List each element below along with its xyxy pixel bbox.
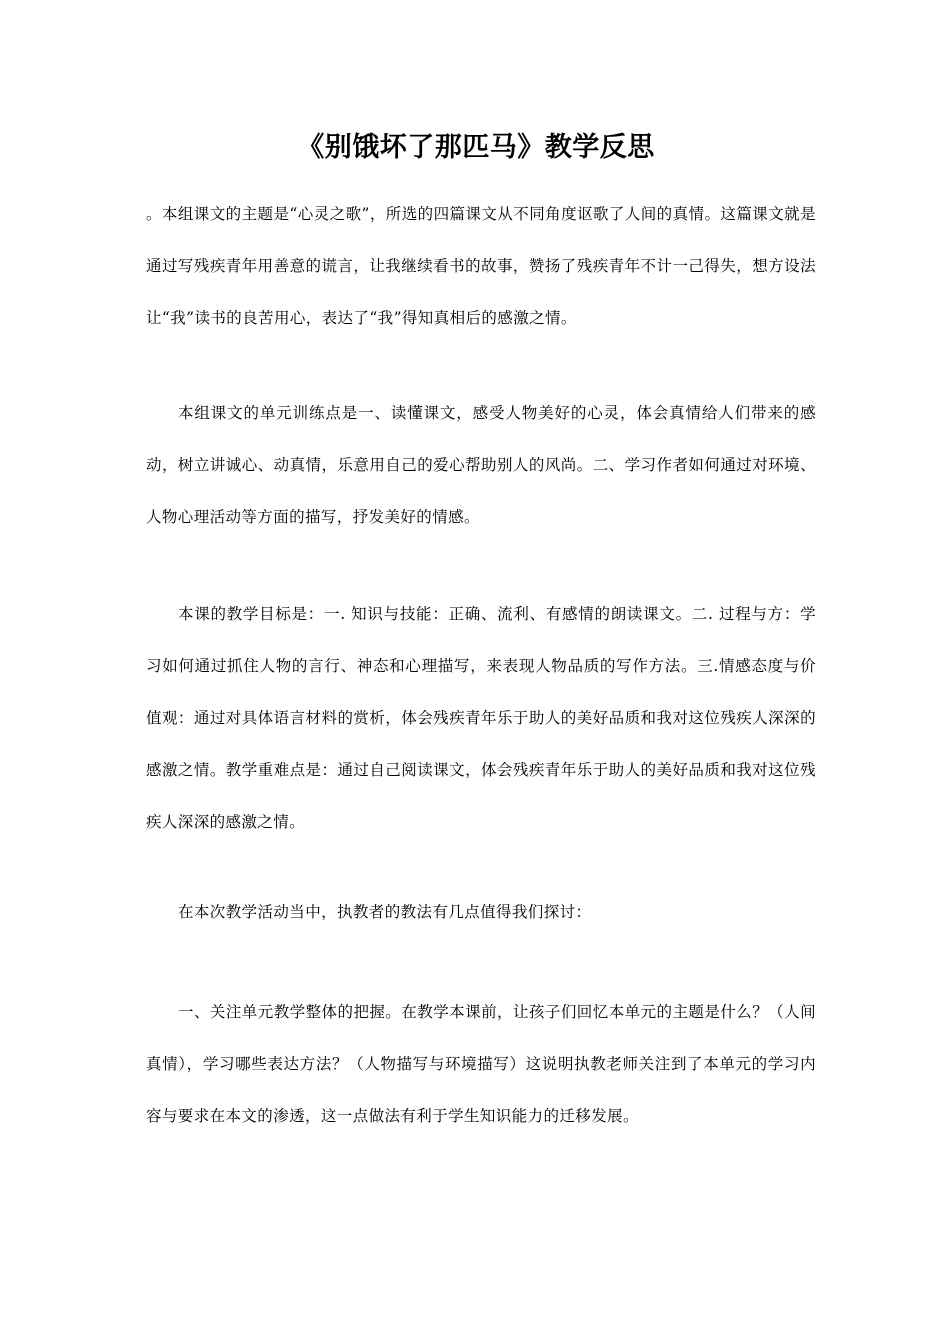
paragraph-theme: 。本组课文的主题是“心灵之歌”，所选的四篇课文从不同角度讴歌了人间的真情。这篇课文就是通过写残疾青年用善意的谎言，让我继续看书的故事，赞扬了残疾青年不计一己得失，想方设法让“我”读书的良苦用心，表达了“我”得知真相后的感激之情。 [146,205,816,327]
paragraph-teaching-goals: 本课的教学目标是：一. 知识与技能：正确、流利、有感情的朗读课文。二. 过程与方：学习如何通过抓住人物的言行、神态和心理描写，来表现人物品质的写作方法。三.情感态度与价值观：通过对具体语言材料的赏析，体会残疾青年乐于助人的美好品质和我对这位残疾人深深的感激之情。教学重难点是：通过自己阅读课文，体会残疾青年乐于助人的美好品质和我对这位残疾人深深的感激之情。 [146,605,816,831]
document-title: 《别饿坏了那匹马》教学反思 [297,132,655,163]
paragraph-point-one: 一、关注单元教学整体的把握。在教学本课前，让孩子们回忆本单元的主题是什么？（人间真情），学习哪些表达方法？（人物描写与环境描写）这说明执教老师关注到了本单元的学习内容与要求在本文的渗透，这一点做法有利于学生知识能力的迁移发展。 [146,1003,816,1125]
paragraph-discussion-intro: 在本次教学活动当中，执教者的教法有几点值得我们探讨： [178,903,592,921]
paragraph-unit-training: 本组课文的单元训练点是一、读懂课文，感受人物美好的心灵，体会真情给人们带来的感动，树立讲诚心、动真情，乐意用自己的爱心帮助别人的风尚。二、学习作者如何通过对环境、人物心理活动等方面的描写，抒发美好的情感。 [146,404,816,526]
